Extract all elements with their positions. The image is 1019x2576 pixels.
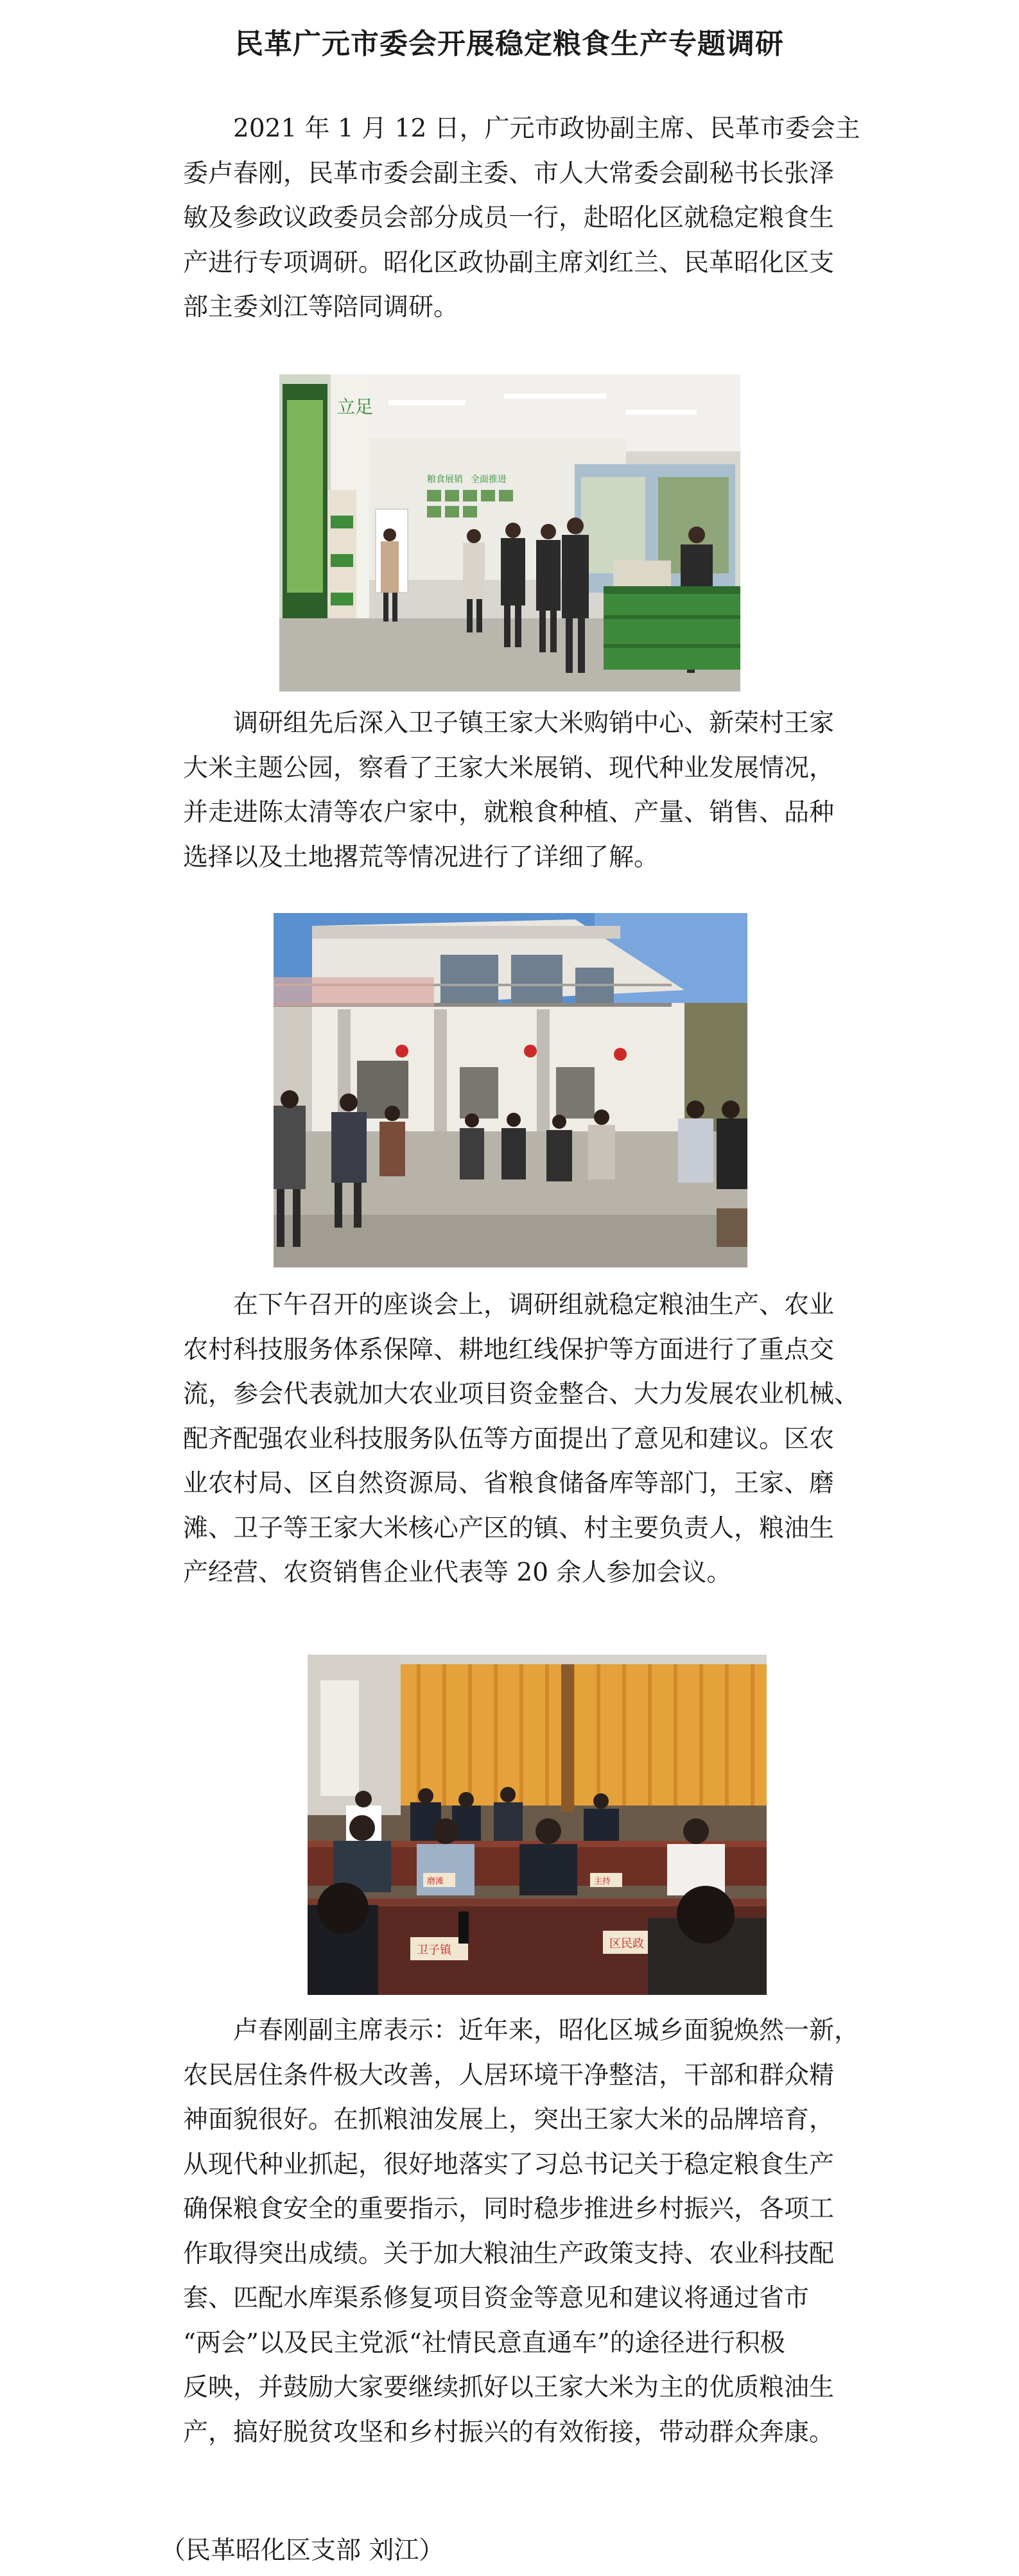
photo-courtyard-visit [274, 913, 747, 1267]
paragraph-line: 选择以及土地撂荒等情况进行了详细了解。 [183, 842, 659, 872]
photo1-sign-right: 全面推进 [471, 474, 507, 484]
paragraph-line: 调研组先后深入卫子镇王家大米购销中心、新荣村王家 [183, 709, 835, 738]
paragraph-line: 神面貌很好。在抓粮油发展上，突出王家大米的品牌培育， [183, 2105, 835, 2134]
paragraph-line: 流，参会代表就加大农业项目资金整合、大力发展农业机械、 [183, 1380, 860, 1409]
paragraph-line: 并走进陈太清等农户家中，就粮食种植、产量、销售、品种 [183, 798, 835, 827]
photo1-sign-left: 粮食展销 [427, 474, 463, 484]
paragraph-line: 产，搞好脱贫攻坚和乡村振兴的有效衔接，带动群众奔康。 [183, 2417, 835, 2447]
paragraph-line: 从现代种业抓起，很好地落实了习总书记关于稳定粮食生产 [183, 2150, 835, 2179]
paragraph-line: 确保粮食安全的重要指示，同时稳步推进乡村振兴，各项工 [183, 2195, 835, 2224]
paragraph-line: 委卢春刚，民革市委会副主委、市人大常委会副秘书长张泽 [183, 159, 835, 188]
paragraph-line: 敏及参政议政委员会部分成员一行，赴昭化区就稳定粮食生 [183, 204, 835, 232]
paragraph-line: “两会”以及民主党派“社情民意直通车”的途径进行积极 [183, 2328, 785, 2358]
photo-symposium [308, 1655, 767, 1995]
paragraph-line: 业农村局、区自然资源局、省粮食储备库等部门，王家、磨 [183, 1469, 835, 1498]
paragraph-line: 产进行专项调研。昭化区政协副主席刘红兰、民革昭化区支 [183, 248, 835, 277]
paragraph-line: 大米主题公园，察看了王家大米展销、现代种业发展情况， [183, 753, 835, 783]
paragraph-line: 产经营、农资销售企业代表等 20 余人参加会议。 [183, 1558, 732, 1587]
paragraph-2 [183, 701, 864, 880]
paragraph-line: 作取得突出成绩。关于加大粮油生产政策支持、农业科技配 [183, 2239, 835, 2268]
photo3-nameplate-back2: 主持 [594, 1876, 611, 1886]
photo-rice-sales-center [279, 374, 740, 692]
photo3-nameplate-back1: 磨滩 [427, 1876, 444, 1886]
paragraph-line: 套、匹配水库渠系修复项目资金等意见和建议将通过省市 [183, 2284, 810, 2313]
photo3-nameplate-left: 卫子镇 [417, 1944, 451, 1956]
paragraph-line: 农民居住条件极大改善，人居环境干净整洁，干部和群众精 [183, 2060, 835, 2090]
paragraph-line: 部主委刘江等陪同调研。 [183, 293, 459, 322]
paragraph-line: 农村科技服务体系保障、耕地红线保护等方面进行了重点交 [183, 1335, 835, 1364]
paragraph-1 [183, 107, 864, 330]
paragraph-4 [183, 2008, 864, 2455]
paragraph-line: 卢春刚副主席表示：近年来，昭化区城乡面貌焕然一新， [183, 2016, 860, 2045]
paragraph-3 [183, 1283, 864, 1596]
photo1-wall-text: 立足 [337, 397, 374, 417]
paragraph-line: 滩、卫子等王家大米核心产区的镇、村主要负责人，粮油生 [183, 1513, 835, 1543]
photo3-nameplate-mid: 区民政 [609, 1937, 644, 1950]
author-signature: （民革昭化区支部 刘江） [161, 2536, 444, 2565]
paragraph-line: 配齐配强农业科技服务队伍等方面提出了意见和建议。区农 [183, 1424, 835, 1454]
paragraph-line: 2021 年 1 月 12 日，广元市政协副主席、民革市委会主 [183, 114, 860, 143]
paragraph-line: 在下午召开的座谈会上，调研组就稳定粮油生产、农业 [183, 1291, 835, 1319]
article-title: 民革广元市委会开展稳定粮食生产专题调研 [235, 28, 784, 61]
paragraph-line: 反映，并鼓励大家要继续抓好以王家大米为主的优质粮油生 [183, 2373, 835, 2402]
